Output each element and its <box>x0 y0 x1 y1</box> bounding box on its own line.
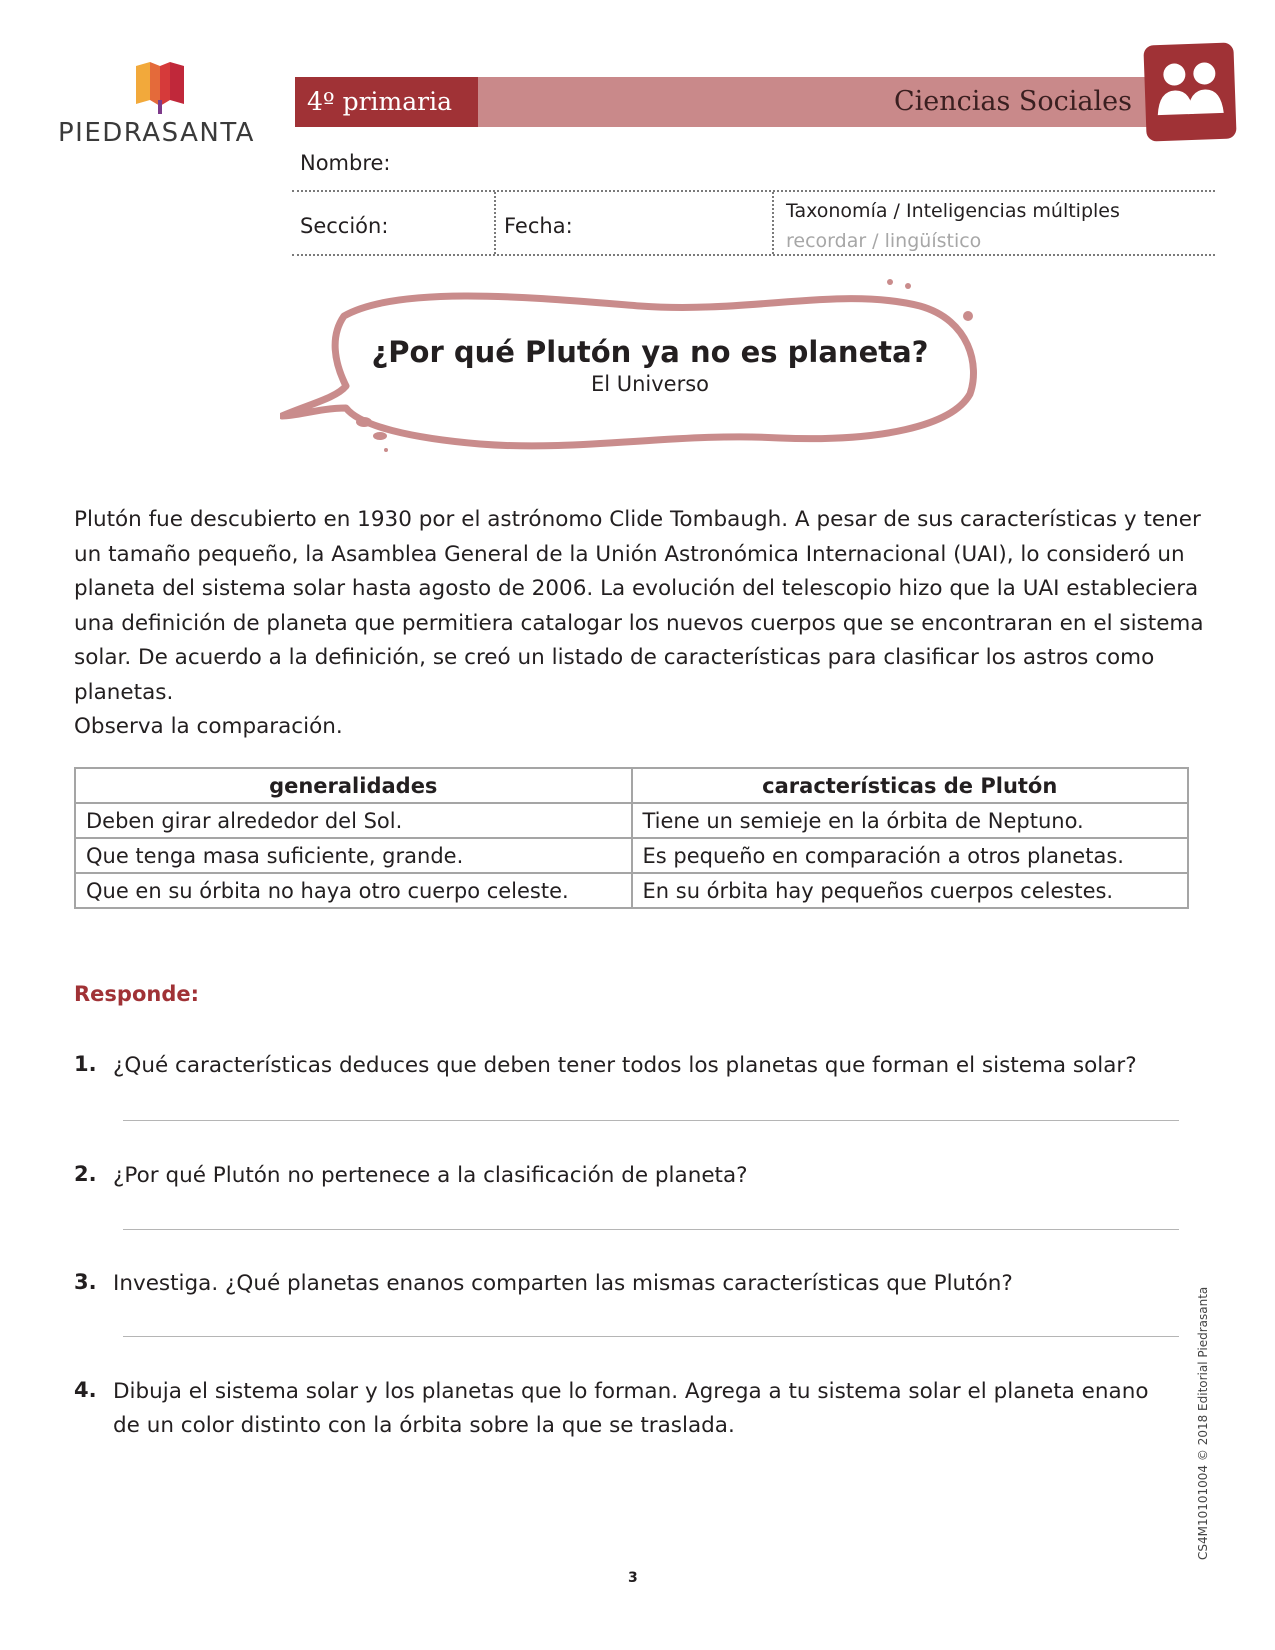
intro-instruction: Observa la comparación. <box>74 714 343 739</box>
answer-line[interactable] <box>123 1336 1179 1337</box>
section-divider <box>494 192 496 254</box>
table-cell: En su órbita hay pequeños cuerpos celestes. <box>632 873 1189 908</box>
subject-title: Ciencias Sociales <box>478 77 1150 127</box>
question-number: 4. <box>74 1378 97 1402</box>
answer-line[interactable] <box>123 1229 1179 1230</box>
table-cell: Deben girar alrededor del Sol. <box>75 803 632 838</box>
publisher-logo-text: PIEDRASANTA <box>58 118 255 148</box>
people-badge <box>1143 42 1236 141</box>
name-field-line[interactable] <box>292 190 1215 192</box>
intro-text <box>74 503 1204 745</box>
date-divider <box>772 192 774 254</box>
section-field-line <box>292 254 1215 256</box>
table-header: características de Plutón <box>632 768 1189 803</box>
table-header-row <box>75 768 1188 803</box>
question-text: Dibuja el sistema solar y los planetas que lo forman. Agrega a tu sistema solar el planeta enano de un color distinto con la órbita sobre la que se traslada. <box>113 1379 1149 1438</box>
date-field-label: Fecha: <box>504 214 573 238</box>
page-number: 3 <box>628 1570 638 1586</box>
copyright-credit: CS4M10101004 © 2018 Editorial Piedrasanta <box>1196 1286 1210 1560</box>
book-logo-icon <box>134 60 186 114</box>
table-header: generalidades <box>75 768 632 803</box>
drawing-area[interactable] <box>113 1460 1158 1550</box>
intro-paragraph: Plutón fue descubierto en 1930 por el astrónomo Clide Tombaugh. A pesar de sus características y tener un tamaño pequeño, la Asamblea General de la Unión Astronómica Internacional (UAI), lo consideró un planeta del sistema solar hasta agosto de 2006. La evolución del telescopio hizo que la UAI estableciera una definición de planeta que permitiera catalogar los nuevos cuerpos que se encontraran en el sistema solar. De acuerdo a la definición, se creó un listado de características para clasificar los astros como planetas. <box>74 507 1204 705</box>
lesson-title: ¿Por qué Plutón ya no es planeta? <box>371 335 929 369</box>
question-number: 2. <box>74 1162 97 1186</box>
comparison-table <box>74 767 1189 909</box>
table-row <box>75 803 1188 838</box>
question-number: 3. <box>74 1270 97 1294</box>
table-row <box>75 873 1188 908</box>
people-icon <box>1143 42 1236 141</box>
lesson-topic: El Universo <box>590 372 710 396</box>
question-number: 1. <box>74 1052 97 1076</box>
question-text: Investiga. ¿Qué planetas enanos comparten las mismas características que Plutón? <box>113 1271 1013 1296</box>
taxonomy-value: recordar / lingüístico <box>786 230 982 252</box>
section-field-label: Sección: <box>300 214 389 238</box>
question-text: ¿Qué características deduces que deben tener todos los planetas que forman el sistema solar? <box>113 1053 1137 1078</box>
table-cell: Es pequeño en comparación a otros planetas. <box>632 838 1189 873</box>
answer-line[interactable] <box>123 1120 1179 1121</box>
table-cell: Que en su órbita no haya otro cuerpo celeste. <box>75 873 632 908</box>
table-cell: Que tenga masa suficiente, grande. <box>75 838 632 873</box>
name-field-label: Nombre: <box>300 151 391 175</box>
table-cell: Tiene un semieje en la órbita de Neptuno. <box>632 803 1189 838</box>
taxonomy-label: Taxonomía / Inteligencias múltiples <box>786 200 1120 222</box>
questions-heading: Responde: <box>74 982 199 1006</box>
table-row <box>75 838 1188 873</box>
question-text: ¿Por qué Plutón no pertenece a la clasificación de planeta? <box>113 1163 748 1188</box>
grade-label: 4º primaria <box>295 77 478 127</box>
